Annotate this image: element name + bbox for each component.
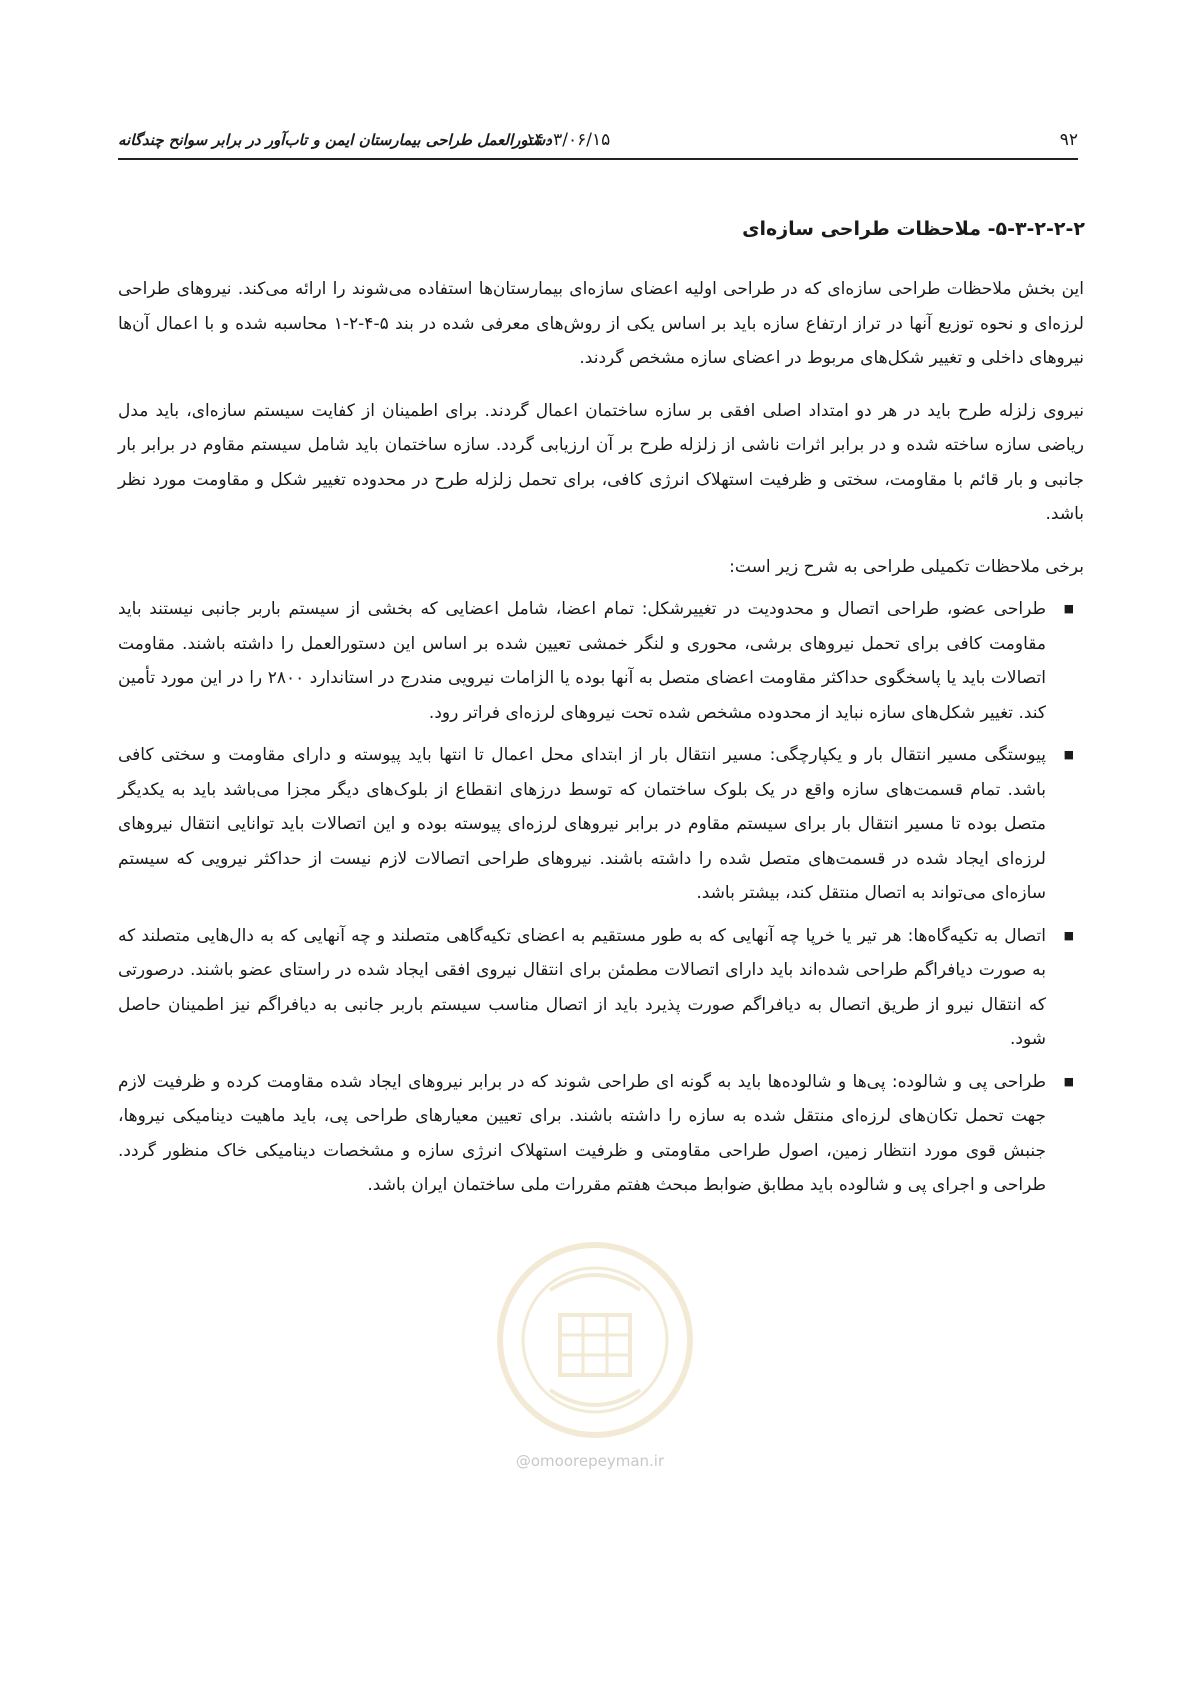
list-item-text: طراحی عضو، طراحی اتصال و محدودیت در تغییرشکل: تمام اعضا، شامل اعضایی که بخشی از سیستم باربر جانبی نیستند باید مقاومت کافی برای تحمل نیروهای برشی، محوری و لنگر خمشی تعیین شده بر اساس این دستورالعمل را داشته باشند. مقاومت اتصالات باید یا پاسخگوی حداکثر مقاومت اعضای متصل به آنها بوده یا الزامات نیرویی مندرج در استاندارد ۲۸۰۰ را در این مورد تأمین کند. تغییر شکل‌های سازه نباید از محدوده مشخص شده تحت نیروهای لرزه‌ای فراتر رود. <box>118 599 1046 723</box>
list-item <box>118 738 1084 911</box>
paragraph: این بخش ملاحظات طراحی سازه‌ای که در طراحی اولیه اعضای سازه‌ای بیمارستان‌ها استفاده می‌شوند را ارائه می‌کند. نیروهای طراحی لرزه‌ای و نحوه توزیع آنها در تراز ارتفاع سازه باید بر اساس یکی از روش‌های معرفی شده در بند ۵-۴-۲-۱ محاسبه شده و با اعمال آن‌ها نیروهای داخلی و تغییر شکل‌های مربوط در اعضای سازه مشخص گردند. <box>118 279 1084 368</box>
square-bullet-icon: ■ <box>1063 748 1074 761</box>
page-number: ۹۲ <box>1059 130 1078 150</box>
header-date: ۱۴۰۳/۰۶/۱۵ <box>525 130 611 150</box>
list-item-text: اتصال به تکیه‌گاه‌ها: هر تیر یا خرپا چه آنهایی که به طور مستقیم به اعضای تکیه‌گاهی متصلند و چه آنهایی که به دال‌هایی متصلند که به صورت دیافراگم طراحی شده‌اند باید دارای اتصالات مطمئن برای انتقال نیروی افقی ایجاد شده در راستای عضو باشند. درصورتی که انتقال نیرو از طریق اتصال به دیافراگم صورت پذیرد باید از اتصال مناسب سیستم باربر جانبی به دیافراگم نیز اطمینان حاصل شود. <box>118 925 1046 1049</box>
watermark-url: @omoorepeyman.ir <box>515 1452 665 1470</box>
square-bullet-icon: ■ <box>1063 602 1074 615</box>
list-item <box>118 919 1084 1057</box>
list-item-text: پیوستگی مسیر انتقال بار و یکپارچگی: مسیر انتقال بار از ابتدای محل اعمال تا انتها باید پیوسته و دارای مقاومت و سختی کافی باشد. تمام قسمت‌های سازه واقع در یک بلوک ساختمان که توسط درزهای انقطاع از بلوک‌های دیگر مجزا می‌باشد باید به یکدیگر متصل بوده تا مسیر انتقال بار برای سیستم مقاوم در برابر نیروهای لرزه‌ای پیوسته بوده و این اتصالات باید توانایی انتقال نیروهای لرزه‌ای ایجاد شده در قسمت‌های متصل شده را داشته باشند. نیروهای طراحی اتصالات لازم نیست از حداکثر نیرویی که سیستم سازه‌ای می‌تواند به اتصال منتقل کند، بیشتر باشد. <box>118 745 1046 903</box>
watermark-logo-icon <box>490 1235 700 1445</box>
list-item <box>118 1065 1084 1203</box>
paragraph: نیروی زلزله طرح باید در هر دو امتداد اصلی افقی بر سازه ساختمان اعمال گردند. برای اطمینان از کفایت سیستم سازه‌ای، باید مدل ریاضی سازه ساخته شده و در برابر اثرات ناشی از زلزله طرح بر آن ارزیابی گردد. سازه ساختمان باید شامل سیستم مقاوم در برابر بار جانبی و بار قائم با مقاومت، سختی و ظرفیت استهلاک انرژی کافی، برای تحمل زلزله طرح در محدوده تغییر شکل و مقاومت مورد نظر باشد. <box>118 400 1084 524</box>
section-title: ۵-۳-۲-۲-۲- ملاحظات طراحی سازه‌ای <box>742 218 1085 240</box>
body-content <box>118 272 1084 1211</box>
bullet-list <box>118 592 1084 1203</box>
square-bullet-icon: ■ <box>1063 1074 1074 1088</box>
list-item <box>118 592 1084 730</box>
intro-line: برخی ملاحظات تکمیلی طراحی به شرح زیر است: <box>729 556 1084 577</box>
header-title: دستورالعمل طراحی بیمارستان ایمن و تاب‌آور در برابر سوانح چندگانه <box>118 131 552 149</box>
list-item-text: طراحی پی و شالوده: پی‌ها و شالوده‌ها باید به گونه ای طراحی شوند که در برابر نیروهای ایجاد شده مقاومت کرده و ظرفیت لازم جهت تحمل تکان‌های لرزه‌ای منتقل شده به سازه را داشته باشند. برای تعیین معیارهای طراحی پی، باید ماهیت دینامیکی نیروها، جنبش قوی مورد انتظار زمین، اصول طراحی مقاومتی و ظرفیت استهلاک انرژی سازه و مشخصات دینامیکی خاک منظور گردد. طراحی و اجرای پی و شالوده باید مطابق ضوابط مبحث هفتم مقررات ملی ساختمان ایران باشد. <box>118 1071 1046 1195</box>
square-bullet-icon: ■ <box>1063 928 1074 942</box>
page-header <box>118 128 1078 160</box>
